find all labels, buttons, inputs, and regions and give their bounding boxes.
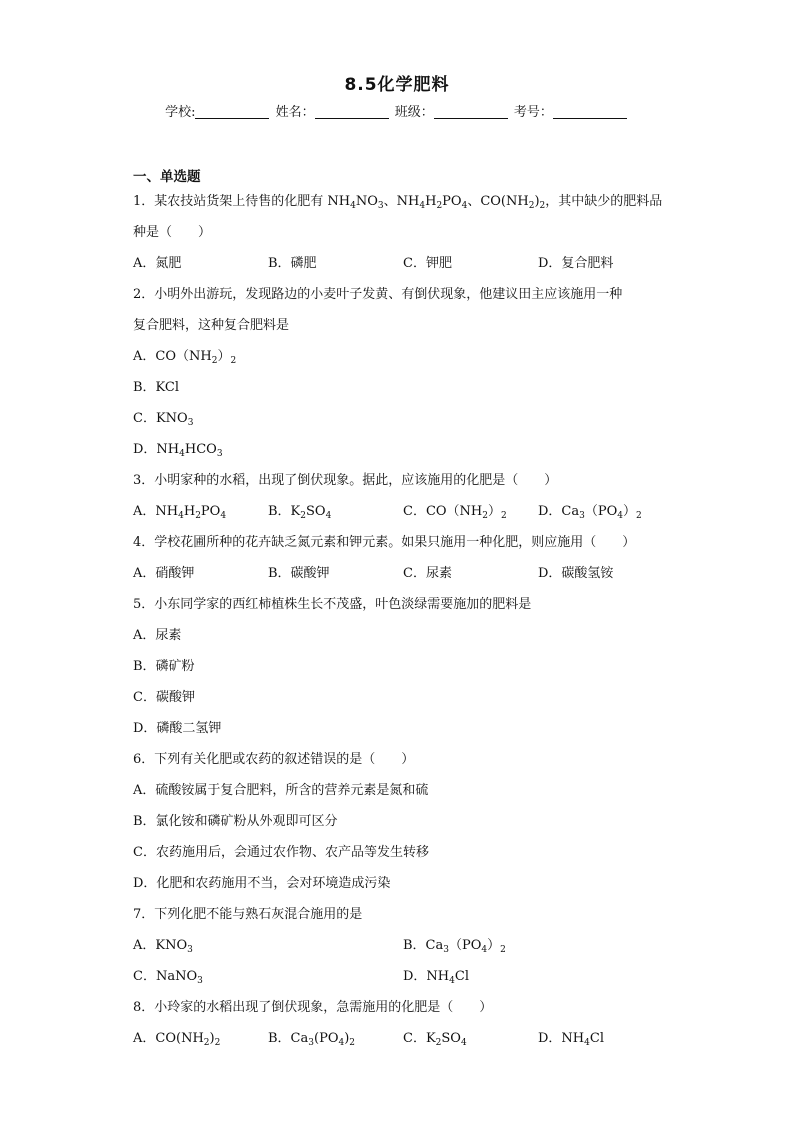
question-4-options [133, 558, 673, 589]
option-c[interactable]: C．NaNO$_3$ [133, 969, 203, 986]
student-info-row [0, 101, 794, 120]
option-a[interactable]: A．硫酸铵属于复合肥料，所含的营养元素是氮和硫 [133, 783, 429, 798]
option-a[interactable]: A．$CO(NH_2)_2$ [133, 349, 237, 366]
question-1-stem: 1．某农技站货架上待售的化肥有 $NH_4NO_3$、$NH_4H_2PO_4$、$CO(NH_2)_2$，其中缺少的肥料品 [133, 194, 663, 211]
option-d[interactable]: D．$NH_4HCO_3$ [133, 442, 223, 459]
option-d[interactable]: D．碳酸氢铵 [538, 566, 614, 581]
question-2-stem: 2．小明外出游玩，发现路边的小麦叶子发黄、有倒伏现象，他建议田主应该施用一种 [133, 287, 623, 302]
option-d[interactable]: D．磷酸二氢钾 [133, 721, 222, 736]
option-c[interactable]: C．农药施用后，会通过农作物、农产品等发生转移 [133, 845, 429, 860]
option-b[interactable]: B．磷矿粉 [133, 659, 195, 674]
option-c[interactable]: C．$K_2SO_4$ [403, 1031, 467, 1048]
question-4-stem: 4．学校花圃所种的花卉缺乏氮元素和钾元素。如果只施用一种化肥，则应施用（ ） [133, 535, 636, 550]
option-b[interactable]: B．KCl [133, 380, 180, 395]
option-d[interactable]: D．复合肥料 [538, 256, 614, 271]
class-blank[interactable] [434, 104, 508, 119]
option-a[interactable]: A．硝酸钾 [133, 566, 195, 581]
question-3-stem: 3．小明家种的水稻，出现了倒伏现象。据此，应该施用的化肥是（ ） [133, 473, 558, 488]
option-b[interactable]: B．$Ca_3(PO_4)_2$ [268, 1031, 356, 1048]
option-d[interactable]: D．$NH_4Cl$ [403, 969, 469, 986]
option-b[interactable]: B．碳酸钾 [268, 566, 330, 581]
question-6-stem: 6．下列有关化肥或农药的叙述错误的是（ ） [133, 752, 415, 767]
question-8-stem: 8．小玲家的水稻出现了倒伏现象，急需施用的化肥是（ ） [133, 1000, 493, 1015]
question-7-options-row-1 [133, 930, 673, 961]
school-field: 学校: [165, 101, 271, 120]
name-blank[interactable] [315, 104, 389, 119]
question-1-options [133, 248, 673, 279]
option-c[interactable]: C．尿素 [403, 566, 452, 581]
option-d[interactable]: D．$Ca_3(PO_4)_2$ [538, 504, 642, 521]
exam-number-blank[interactable] [553, 104, 627, 119]
option-b[interactable]: B．$Ca_3(PO_4)_2$ [403, 938, 506, 955]
section-heading: 一、单选题 [133, 169, 201, 185]
school-blank[interactable] [195, 104, 269, 119]
question-8-options [133, 1023, 673, 1054]
option-c[interactable]: C．碳酸钾 [133, 690, 195, 705]
name-field: 姓名： [276, 101, 391, 120]
question-7-options-row-2 [133, 961, 673, 992]
option-b[interactable]: B．氯化铵和磷矿粉从外观即可区分 [133, 814, 338, 829]
question-7-stem: 7．下列化肥不能与熟石灰混合施用的是 [133, 907, 363, 922]
option-a[interactable]: A．$KNO_3$ [133, 938, 193, 955]
question-1-stem-cont: 种是（ ） [133, 225, 212, 240]
question-2-stem-cont: 复合肥料，这种复合肥料是 [133, 318, 290, 333]
option-d[interactable]: D．化肥和农药施用不当，会对环境造成污染 [133, 876, 391, 891]
question-3-options [133, 496, 673, 527]
question-list [133, 186, 673, 1054]
option-a[interactable]: A．尿素 [133, 628, 182, 643]
option-d[interactable]: D．$NH_4Cl$ [538, 1031, 604, 1048]
exam-number-field: 考号： [514, 101, 629, 120]
option-a[interactable]: A．$NH_4H_2PO_4$ [133, 504, 227, 521]
option-c[interactable]: C．$KNO_3$ [133, 411, 194, 428]
option-b[interactable]: B．$K_2SO_4$ [268, 504, 332, 521]
page-title: 8.5化学肥料 [344, 75, 450, 95]
class-field: 班级： [395, 101, 510, 120]
option-c[interactable]: C．$CO(NH_2)_2$ [403, 504, 507, 521]
question-5-stem: 5．小东同学家的西红柿植株生长不茂盛，叶色淡绿需要施加的肥料是 [133, 597, 532, 612]
option-b[interactable]: B．磷肥 [268, 256, 317, 271]
option-a[interactable]: A．氮肥 [133, 256, 182, 271]
option-a[interactable]: A．$CO(NH_2)_2$ [133, 1031, 221, 1048]
option-c[interactable]: C．钾肥 [403, 256, 452, 271]
